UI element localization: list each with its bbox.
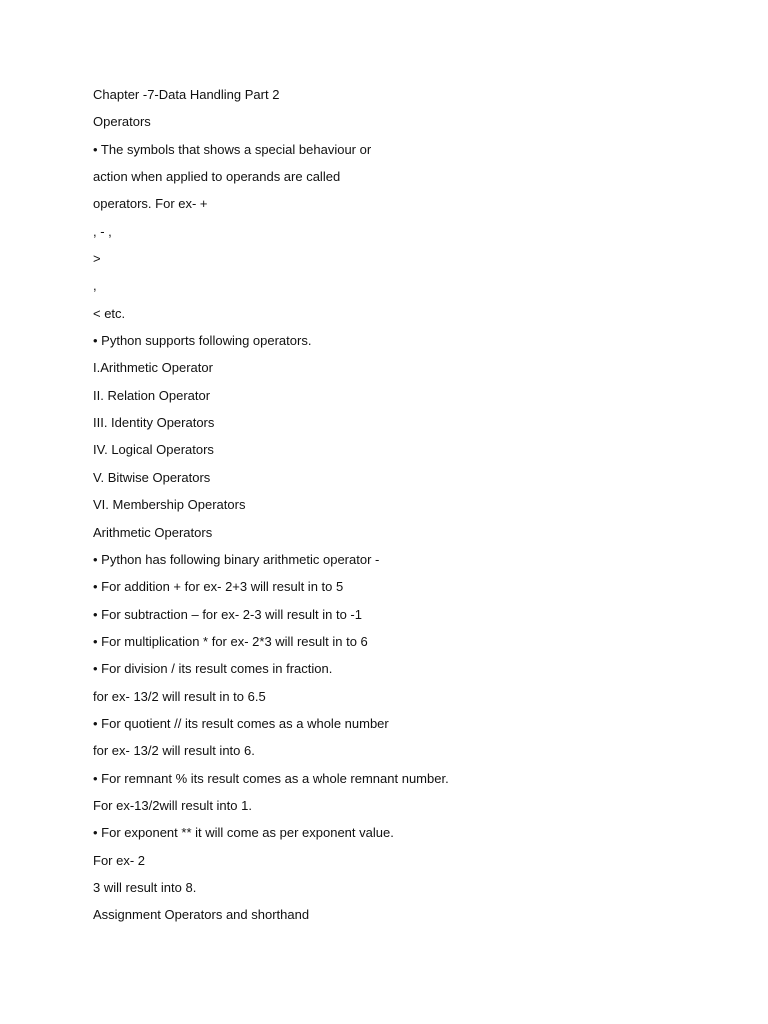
- text-line: • For multiplication * for ex- 2*3 will result in to 6: [93, 633, 368, 649]
- text-line: • For addition + for ex- 2+3 will result in to 5: [93, 579, 344, 595]
- text-line: • The symbols that shows a special behaviour or: [93, 141, 372, 157]
- chapter-title: Chapter -7-Data Handling Part 2: [93, 87, 280, 102]
- list-item: V. Bitwise Operators: [93, 469, 211, 485]
- list-item: II. Relation Operator: [93, 387, 211, 403]
- text-line: for ex- 13/2 will result in to 6.5: [93, 688, 266, 704]
- text-line: , - ,: [93, 223, 112, 239]
- text-line: For ex- 2: [93, 852, 146, 868]
- text-line: • For subtraction – for ex- 2-3 will result in to -1: [93, 606, 362, 622]
- section-heading-operators: Operators: [93, 114, 151, 130]
- text-line: • For quotient // its result comes as a whole number: [93, 715, 389, 731]
- text-line: < etc.: [93, 305, 126, 321]
- text-line: • Python supports following operators.: [93, 333, 312, 349]
- document-body: [93, 86, 713, 934]
- list-item: I.Arithmetic Operator: [93, 360, 213, 376]
- text-line: • For division / its result comes in fraction.: [93, 661, 333, 677]
- text-line: ,: [93, 278, 97, 294]
- text-line: • Python has following binary arithmetic operator -: [93, 551, 380, 567]
- list-item: VI. Membership Operators: [93, 497, 246, 513]
- text-line: for ex- 13/2 will result into 6.: [93, 743, 255, 759]
- list-item: IV. Logical Operators: [93, 442, 214, 458]
- text-line: >: [93, 251, 101, 267]
- section-heading-arithmetic: Arithmetic Operators: [93, 524, 213, 540]
- text-line: • For remnant % its result comes as a whole remnant number.: [93, 770, 449, 786]
- text-line: 3 will result into 8.: [93, 879, 197, 895]
- text-line: For ex-13/2will result into 1.: [93, 797, 252, 813]
- list-item: III. Identity Operators: [93, 415, 215, 431]
- section-heading-assignment: Assignment Operators and shorthand: [93, 907, 310, 923]
- text-line: • For exponent ** it will come as per exponent value.: [93, 825, 394, 841]
- text-line: operators. For ex- +: [93, 196, 208, 212]
- text-line: action when applied to operands are called: [93, 169, 341, 185]
